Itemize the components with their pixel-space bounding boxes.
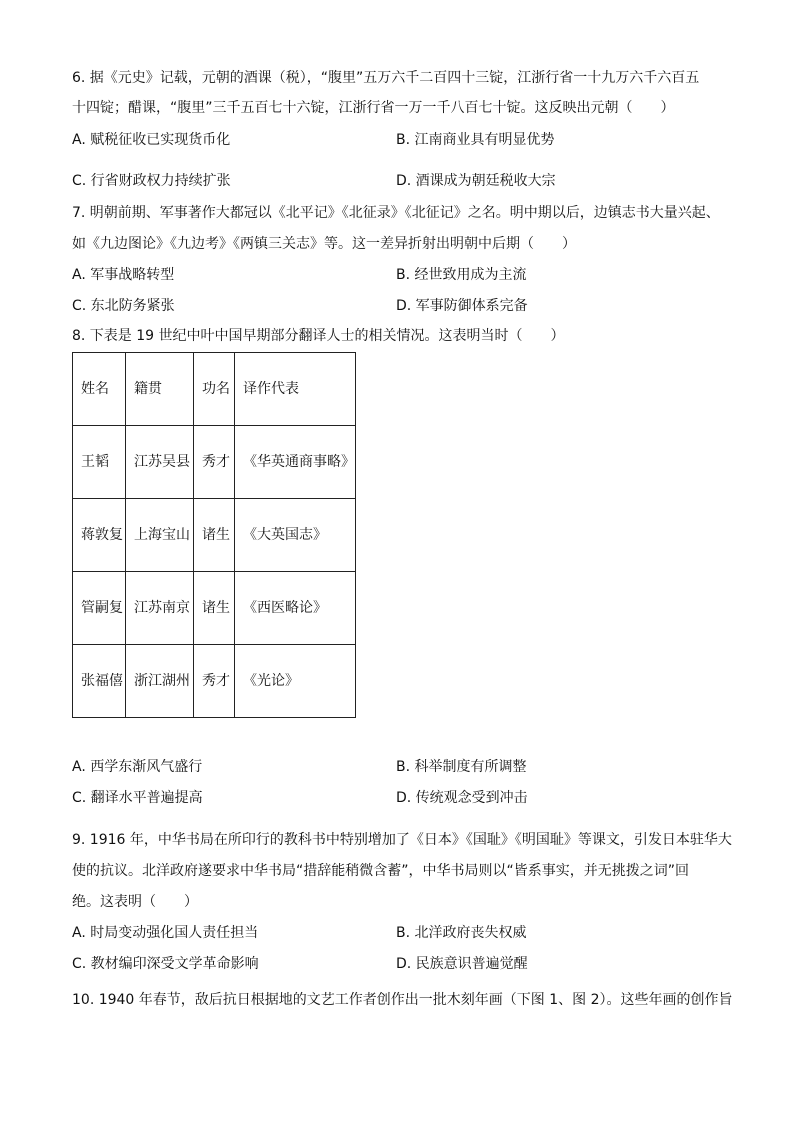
table-cell: 江苏吴县 bbox=[126, 426, 194, 499]
translator-table bbox=[72, 352, 356, 718]
q8-stem-line-1: 8. 下表是 19 世纪中叶中国早期部分翻译人士的相关情况。这表明当时（ ） bbox=[72, 328, 565, 344]
q9-option-d[interactable]: D. 民族意识普遍觉醒 bbox=[396, 956, 528, 972]
q9-option-c[interactable]: C. 教材编印深受文学革命影响 bbox=[72, 956, 259, 972]
q10-stem-line-1: 10. 1940 年春节，敌后抗日根据地的文艺工作者创作出一批木刻年画（下图 1、图 2）。这些年画的创作旨 bbox=[72, 992, 733, 1008]
q6-option-d[interactable]: D. 酒课成为朝廷税收大宗 bbox=[396, 173, 556, 189]
q6-option-c[interactable]: C. 行省财政权力持续扩张 bbox=[72, 173, 231, 189]
q9-option-a[interactable]: A. 时局变动强化国人责任担当 bbox=[72, 925, 259, 941]
table-cell: 秀才 bbox=[194, 645, 235, 718]
q7-option-c[interactable]: C. 东北防务紧张 bbox=[72, 298, 175, 314]
q9-stem-line-1: 9. 1916 年，中华书局在所印行的教科书中特别增加了《日本》《国耻》《明国耻》等课文，引发日本驻华大 bbox=[72, 832, 732, 848]
q8-option-c[interactable]: C. 翻译水平普遍提高 bbox=[72, 790, 203, 806]
q7-stem-line-1: 7. 明朝前期、军事著作大都冠以《北平记》《北征录》《北征记》之名。明中期以后，边镇志书大量兴起、 bbox=[72, 205, 720, 221]
table-header-row bbox=[73, 353, 356, 426]
q7-option-d[interactable]: D. 军事防御体系完备 bbox=[396, 298, 528, 314]
q9-stem-line-3: 绝。这表明（ ） bbox=[72, 894, 198, 910]
table-cell: 诸生 bbox=[194, 499, 235, 572]
q7-option-a[interactable]: A. 军事战略转型 bbox=[72, 267, 175, 283]
table-header-cell: 译作代表 bbox=[235, 353, 356, 426]
q6-option-a[interactable]: A. 赋税征收已实现货币化 bbox=[72, 132, 231, 148]
table-cell: 张福僖 bbox=[73, 645, 126, 718]
table-row bbox=[73, 572, 356, 645]
table-header-cell: 籍贯 bbox=[126, 353, 194, 426]
q7-stem-line-2: 如《九边图论》《九边考》《两镇三关志》等。这一差异折射出明朝中后期（ ） bbox=[72, 236, 576, 252]
q8-option-b[interactable]: B. 科举制度有所调整 bbox=[396, 759, 527, 775]
table-row bbox=[73, 645, 356, 718]
table-cell: 《光论》 bbox=[235, 645, 356, 718]
table-cell: 王韬 bbox=[73, 426, 126, 499]
table-cell: 《西医略论》 bbox=[235, 572, 356, 645]
q6-stem-line-2: 十四锭；醋课，“腹里”三千五百七十六锭，江浙行省一万一千八百七十锭。这反映出元朝（ ） bbox=[72, 100, 675, 116]
q6-option-b[interactable]: B. 江南商业具有明显优势 bbox=[396, 132, 555, 148]
q8-option-d[interactable]: D. 传统观念受到冲击 bbox=[396, 790, 528, 806]
q8-option-a[interactable]: A. 西学东渐风气盛行 bbox=[72, 759, 203, 775]
table-cell: 管嗣复 bbox=[73, 572, 126, 645]
q9-option-b[interactable]: B. 北洋政府丧失权威 bbox=[396, 925, 527, 941]
table-header-cell: 姓名 bbox=[73, 353, 126, 426]
table-cell: 蒋敦复 bbox=[73, 499, 126, 572]
table-cell: 浙江湖州 bbox=[126, 645, 194, 718]
table-cell: 上海宝山 bbox=[126, 499, 194, 572]
q9-stem-line-2: 使的抗议。北洋政府遂要求中华书局“措辞能稍微含蓄”，中华书局则以“皆系事实，并无挑拨之词”回 bbox=[72, 863, 690, 879]
table-cell: 秀才 bbox=[194, 426, 235, 499]
q7-option-b[interactable]: B. 经世致用成为主流 bbox=[396, 267, 527, 283]
table-cell: 江苏南京 bbox=[126, 572, 194, 645]
q6-stem-line-1: 6. 据《元史》记载，元朝的酒课（税），“腹里”五万六千二百四十三锭，江浙行省一十九万六千六百五 bbox=[72, 70, 700, 86]
table-cell: 《华英通商事略》 bbox=[235, 426, 356, 499]
table-row bbox=[73, 499, 356, 572]
table-cell: 诸生 bbox=[194, 572, 235, 645]
table-row bbox=[73, 426, 356, 499]
table-header-cell: 功名 bbox=[194, 353, 235, 426]
table-cell: 《大英国志》 bbox=[235, 499, 356, 572]
